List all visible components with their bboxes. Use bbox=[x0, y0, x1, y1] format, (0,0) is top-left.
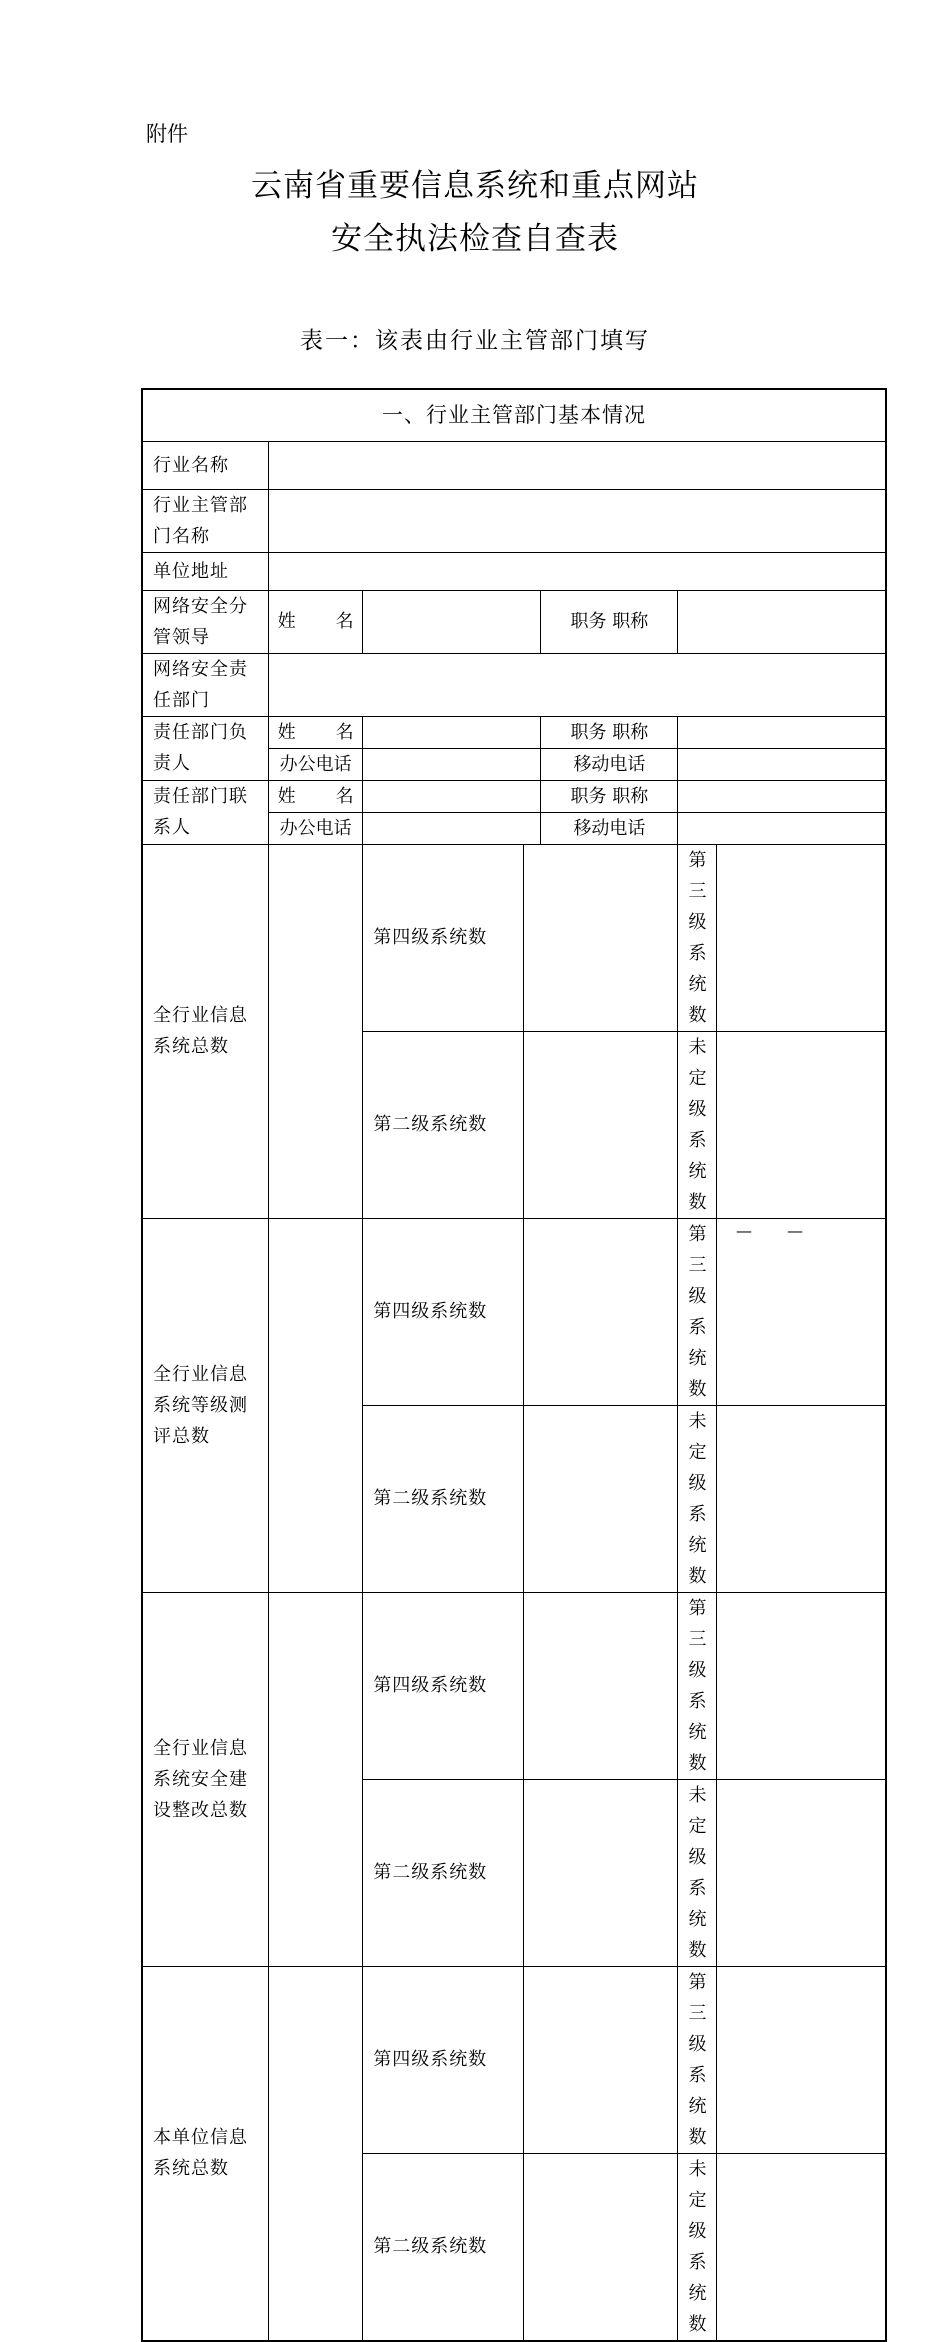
stat-assessment-label-line2: 系统等级测 bbox=[153, 1394, 248, 1416]
stat-total-label-line2: 系统总数 bbox=[153, 1036, 229, 1057]
page-title-line2: 安全执法检查自查表 bbox=[331, 221, 619, 257]
industry-name-field[interactable] bbox=[268, 441, 886, 489]
security-leader-label-line1: 网络安全分 bbox=[153, 595, 248, 617]
authority-name-label-line1: 行业主管部 bbox=[153, 494, 248, 516]
attachment-label: 附件 bbox=[146, 122, 188, 146]
dept-contact-title-field[interactable] bbox=[678, 780, 886, 812]
dept-contact-name-label bbox=[268, 780, 362, 812]
stat-unit-level4-label: 第四级系统数 bbox=[363, 1966, 524, 2153]
stat-assessment-level4-field[interactable] bbox=[524, 1218, 678, 1405]
stat-total-level2-field[interactable] bbox=[524, 1031, 678, 1218]
dept-contact-label bbox=[142, 780, 268, 844]
dept-head-mobile-label: 移动电话 bbox=[541, 748, 678, 780]
dept-contact-label-line2: 系人 bbox=[153, 817, 191, 838]
dept-contact-office-phone-label: 办公电话 bbox=[268, 812, 362, 844]
stat-total-level3-field[interactable] bbox=[717, 844, 886, 1031]
security-leader-label-line2: 管领导 bbox=[153, 626, 210, 648]
stat-total-level3-label: 第三级系统数 bbox=[678, 844, 717, 1031]
dept-contact-mobile-field[interactable] bbox=[678, 812, 886, 844]
stat-rectification-level2-field[interactable] bbox=[524, 1779, 678, 1966]
stat-assessment-level2-label: 第二级系统数 bbox=[363, 1405, 524, 1592]
stat-assessment-label-line1: 全行业信息 bbox=[153, 1363, 248, 1385]
dept-head-name-label-a: 姓 bbox=[277, 721, 296, 743]
dept-head-name-label-b: 名 bbox=[335, 721, 354, 743]
address-field[interactable] bbox=[268, 552, 886, 590]
table-subtitle: 表一：该表由行业主管部门填写 bbox=[300, 328, 650, 354]
stat-rectification-level4-label: 第四级系统数 bbox=[363, 1592, 524, 1779]
stat-unit-level3-label: 第三级系统数 bbox=[678, 1966, 717, 2153]
stat-total-level4-label: 第四级系统数 bbox=[363, 844, 524, 1031]
authority-name-label bbox=[142, 489, 268, 552]
self-check-form-table bbox=[141, 388, 887, 2342]
stat-unit-level4-field[interactable] bbox=[524, 1966, 678, 2153]
dept-head-mobile-field[interactable] bbox=[678, 748, 886, 780]
dept-contact-mobile-label: 移动电话 bbox=[541, 812, 678, 844]
stat-assessment-level4-label: 第四级系统数 bbox=[363, 1218, 524, 1405]
stat-unit-label-line1: 本单位信息 bbox=[153, 2127, 248, 2148]
stat-rectification-level4-field[interactable] bbox=[524, 1592, 678, 1779]
leader-name-label-b: 名 bbox=[335, 611, 354, 632]
stat-rectification-level2-label: 第二级系统数 bbox=[363, 1779, 524, 1966]
stat-assessment-level3-label: 第三级系统数 bbox=[678, 1218, 717, 1405]
stat-unit-level3-field[interactable] bbox=[717, 1966, 886, 2153]
stat-unit-level2-label: 第二级系统数 bbox=[363, 2153, 524, 2341]
dept-head-office-phone-label: 办公电话 bbox=[268, 748, 362, 780]
page-number-dash-left: — bbox=[736, 1221, 752, 1240]
leader-name-field[interactable] bbox=[363, 590, 541, 653]
dept-contact-name-label-a: 姓 bbox=[277, 785, 296, 807]
stat-rectification-label-line1: 全行业信息 bbox=[153, 1737, 248, 1759]
dept-head-name-label bbox=[268, 716, 362, 748]
stat-rectification-unrated-field[interactable] bbox=[717, 1779, 886, 1966]
dept-head-title-field[interactable] bbox=[678, 716, 886, 748]
stat-total-level4-field[interactable] bbox=[524, 844, 678, 1031]
stat-assessment-level2-field[interactable] bbox=[524, 1405, 678, 1592]
stat-unit-level2-field[interactable] bbox=[524, 2153, 678, 2341]
leader-title-field[interactable] bbox=[678, 590, 886, 653]
stat-rectification-field[interactable] bbox=[268, 1592, 362, 1966]
stat-rectification-level3-label: 第三级系统数 bbox=[678, 1592, 717, 1779]
stat-rectification-label bbox=[142, 1592, 268, 1966]
stat-total-unrated-field[interactable] bbox=[717, 1031, 886, 1218]
section-title: 一、行业主管部门基本情况 bbox=[142, 389, 886, 441]
security-leader-label bbox=[142, 590, 268, 653]
stat-total-label-line1: 全行业信息 bbox=[153, 1005, 248, 1026]
dept-contact-name-label-b: 名 bbox=[335, 785, 354, 807]
stat-rectification-unrated-label: 未定级系统数 bbox=[678, 1779, 717, 1966]
stat-assessment-unrated-field[interactable] bbox=[717, 1405, 886, 1592]
authority-name-label-line2: 门名称 bbox=[153, 525, 210, 547]
stat-rectification-level3-field[interactable] bbox=[717, 1592, 886, 1779]
stat-unit-label bbox=[142, 1966, 268, 2341]
stat-rectification-label-line2: 系统安全建 bbox=[153, 1768, 248, 1790]
dept-head-title-label: 职务 职称 bbox=[541, 716, 678, 748]
stat-unit-field[interactable] bbox=[268, 1966, 362, 2341]
stat-assessment-label bbox=[142, 1218, 268, 1592]
dept-head-name-field[interactable] bbox=[363, 716, 541, 748]
dept-contact-name-field[interactable] bbox=[363, 780, 541, 812]
stat-total-label bbox=[142, 844, 268, 1218]
dept-head-label-line1: 责任部门负 bbox=[153, 722, 248, 743]
stat-assessment-label-line3: 评总数 bbox=[153, 1425, 210, 1447]
leader-name-label-a: 姓 bbox=[277, 611, 296, 632]
dept-contact-title-label: 职务 职称 bbox=[541, 780, 678, 812]
responsible-dept-field[interactable] bbox=[268, 653, 886, 716]
dept-contact-label-line1: 责任部门联 bbox=[153, 786, 248, 807]
dept-head-label bbox=[142, 716, 268, 780]
leader-title-label: 职务 职称 bbox=[541, 590, 678, 653]
dept-head-label-line2: 责人 bbox=[153, 753, 191, 774]
stat-assessment-field[interactable] bbox=[268, 1218, 362, 1592]
page-number-dash-right: — bbox=[787, 1221, 803, 1240]
stat-total-level2-label: 第二级系统数 bbox=[363, 1031, 524, 1218]
dept-head-office-phone-field[interactable] bbox=[363, 748, 541, 780]
responsible-dept-label bbox=[142, 653, 268, 716]
address-label: 单位地址 bbox=[142, 552, 268, 590]
stat-rectification-label-line3: 设整改总数 bbox=[153, 1799, 248, 1821]
stat-total-unrated-label: 未定级系统数 bbox=[678, 1031, 717, 1218]
page-title-line1: 云南省重要信息系统和重点网站 bbox=[251, 168, 699, 204]
stat-assessment-unrated-label: 未定级系统数 bbox=[678, 1405, 717, 1592]
stat-unit-label-line2: 系统总数 bbox=[153, 2158, 229, 2179]
leader-name-label bbox=[268, 590, 362, 653]
authority-name-field[interactable] bbox=[268, 489, 886, 552]
industry-name-label: 行业名称 bbox=[142, 441, 268, 489]
responsible-dept-label-line2: 任部门 bbox=[153, 689, 210, 711]
dept-contact-office-phone-field[interactable] bbox=[363, 812, 541, 844]
stat-assessment-level3-field[interactable] bbox=[717, 1218, 886, 1405]
responsible-dept-label-line1: 网络安全责 bbox=[153, 658, 248, 680]
stat-unit-unrated-field[interactable] bbox=[717, 2153, 886, 2341]
stat-unit-unrated-label: 未定级系统数 bbox=[678, 2153, 717, 2341]
stat-total-field[interactable] bbox=[268, 844, 362, 1218]
